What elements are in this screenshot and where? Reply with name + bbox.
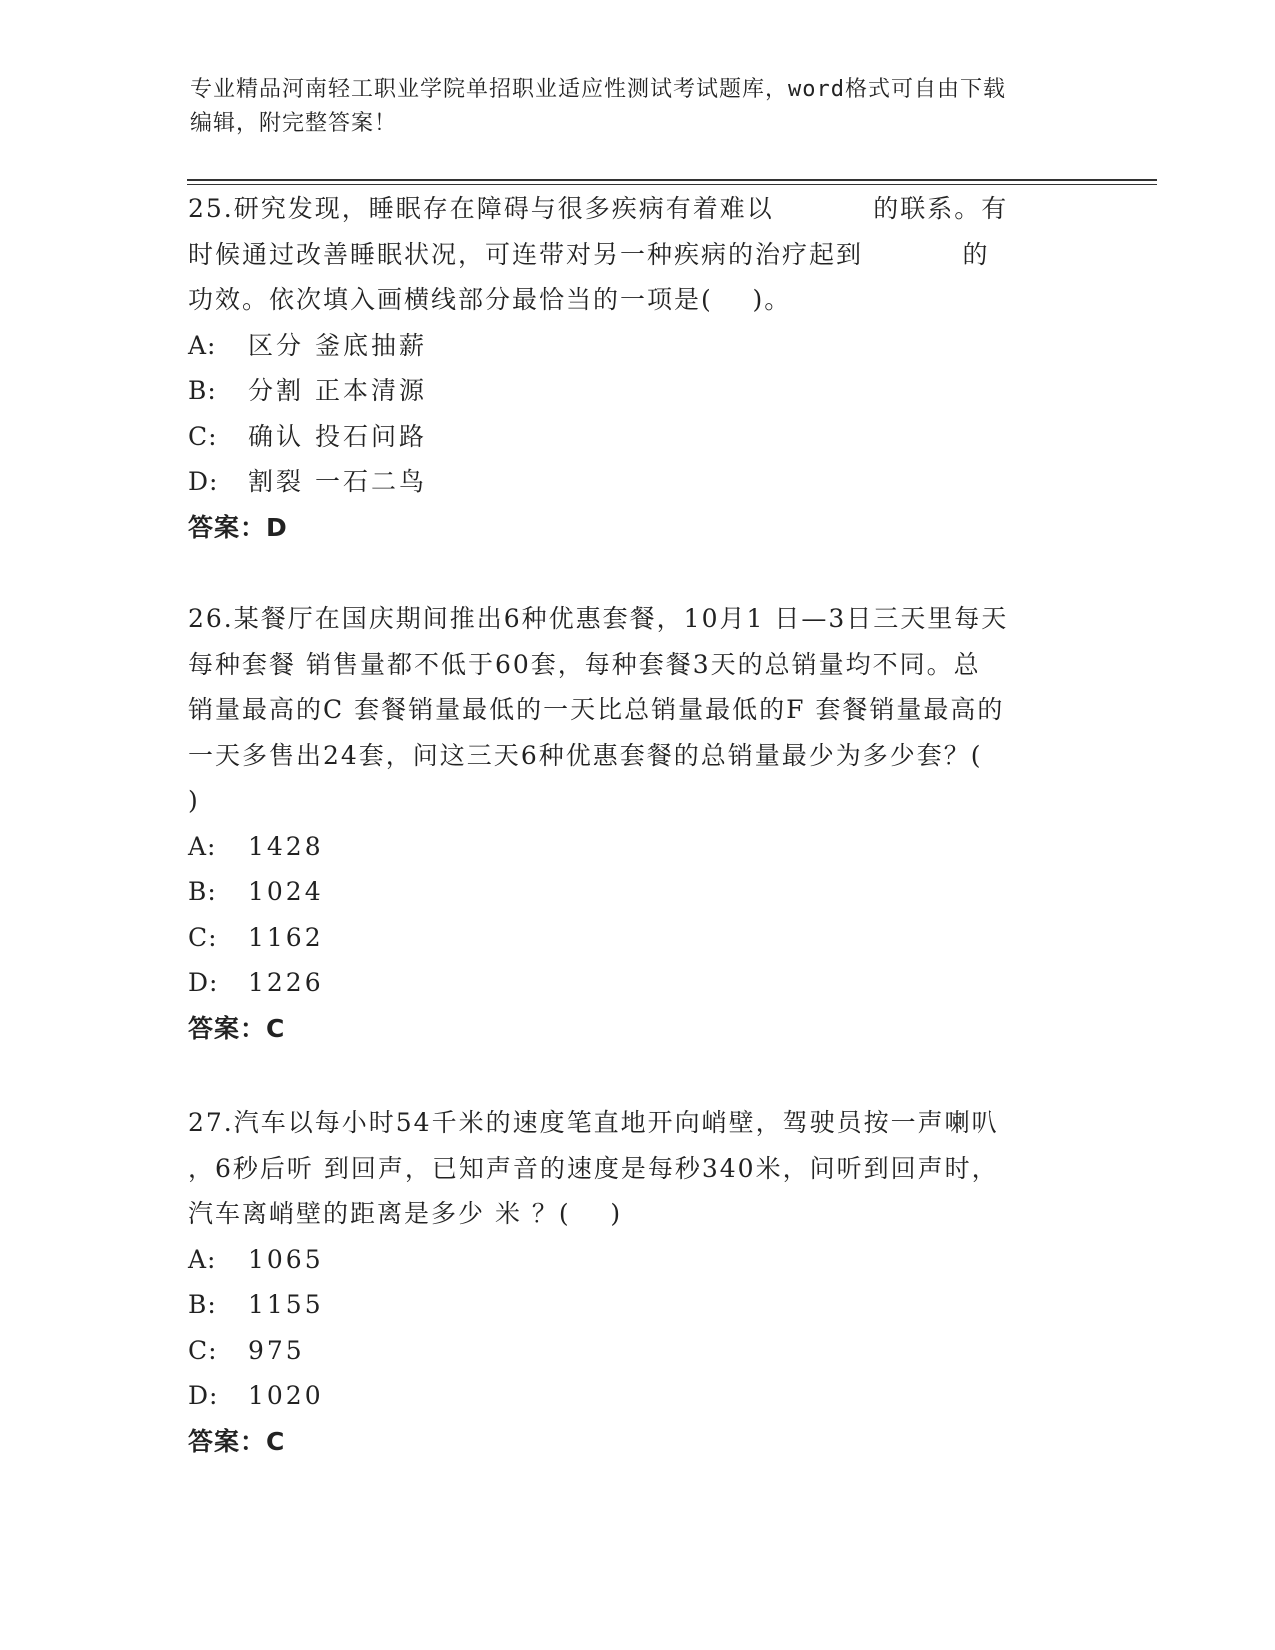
stem-line: 26.某餐厅在国庆期间推出6种优惠套餐，10月1 日—3日三天里每天 — [188, 604, 1009, 633]
question-27 — [188, 1100, 1088, 1464]
stem-line: ，6秒后听 到回声，已知声音的速度是每秒340米，问听到回声时， — [188, 1153, 999, 1183]
option-key: A: — [188, 1244, 217, 1274]
option-key: C: — [188, 922, 218, 952]
option-b — [188, 1282, 1088, 1328]
option-key: C: — [188, 421, 218, 451]
option-b — [188, 368, 1088, 414]
stem-line: ) — [188, 786, 200, 815]
option-value: 1020 — [248, 1381, 324, 1410]
stem-line: 功效。依次填入画横线部分最恰当的一项是( )。 — [188, 285, 792, 314]
option-value: 975 — [248, 1335, 305, 1365]
option-key: B: — [188, 1290, 217, 1319]
option-a — [188, 1237, 1088, 1283]
question-26 — [188, 596, 1088, 1051]
stem-line: 每种套餐 销售量都不低于60套，每种套餐3天的总销量均不同。总 — [188, 649, 981, 679]
option-list — [188, 824, 1088, 1006]
stem-line: 一天多售出24套，问这三天6种优惠套餐的总销量最少为多少套？( — [188, 740, 983, 770]
option-key: D: — [188, 968, 219, 997]
option-list — [188, 323, 1088, 505]
option-d — [188, 1373, 1088, 1419]
option-value: 区分 釜底抽薪 — [248, 330, 427, 360]
stem-line: 27.汽车以每小时54千米的速度笔直地开向峭壁，驾驶员按一声喇叭 — [188, 1108, 999, 1137]
option-key: B: — [188, 877, 217, 906]
option-value: 确认 投石问路 — [248, 421, 427, 451]
option-value: 1024 — [248, 877, 324, 906]
option-key: B: — [188, 376, 217, 405]
question-stem — [188, 596, 1088, 824]
option-value: 1155 — [248, 1290, 324, 1319]
question-25 — [188, 186, 1088, 550]
header-line-1: 专业精品河南轻工职业学院单招职业适应性测试考试题库，word格式可自由下载 — [190, 77, 1006, 102]
question-stem — [188, 1100, 1088, 1237]
header-divider-thick — [187, 179, 1157, 181]
answer-line: 答案：D — [188, 512, 288, 542]
option-c — [188, 915, 1088, 961]
option-value: 1162 — [248, 922, 324, 952]
stem-line: 汽车离峭壁的距离是多少 米 ？( ) — [188, 1199, 623, 1228]
question-stem — [188, 186, 1088, 323]
option-c — [188, 414, 1088, 460]
option-b — [188, 869, 1088, 915]
option-a — [188, 323, 1088, 369]
page-header — [190, 73, 1090, 141]
option-value: 分割 正本清源 — [248, 376, 427, 405]
stem-line: 25.研究发现，睡眠存在障碍与很多疾病有着难以 的联系。有 — [188, 194, 1009, 223]
stem-line: 时候通过改善睡眠状况，可连带对另一种疾病的治疗起到 的 — [188, 239, 990, 269]
option-key: C: — [188, 1335, 218, 1365]
option-d — [188, 960, 1088, 1006]
header-line-2: 编辑，附完整答案！ — [190, 111, 398, 136]
header-divider-thin — [187, 184, 1157, 185]
option-list — [188, 1237, 1088, 1419]
stem-line: 销量最高的C 套餐销量最低的一天比总销量最低的F 套餐销量最高的 — [188, 695, 1005, 724]
option-key: D: — [188, 467, 219, 496]
option-value: 1065 — [248, 1244, 324, 1274]
option-key: D: — [188, 1381, 219, 1410]
option-value: 1428 — [248, 831, 324, 861]
option-c — [188, 1328, 1088, 1374]
option-value: 割裂 一石二鸟 — [248, 467, 427, 496]
option-key: A: — [188, 330, 217, 360]
option-key: A: — [188, 831, 217, 861]
option-value: 1226 — [248, 968, 324, 997]
option-d — [188, 459, 1088, 505]
option-a — [188, 824, 1088, 870]
answer-line: 答案：C — [188, 1013, 286, 1043]
answer-line: 答案：C — [188, 1426, 286, 1456]
